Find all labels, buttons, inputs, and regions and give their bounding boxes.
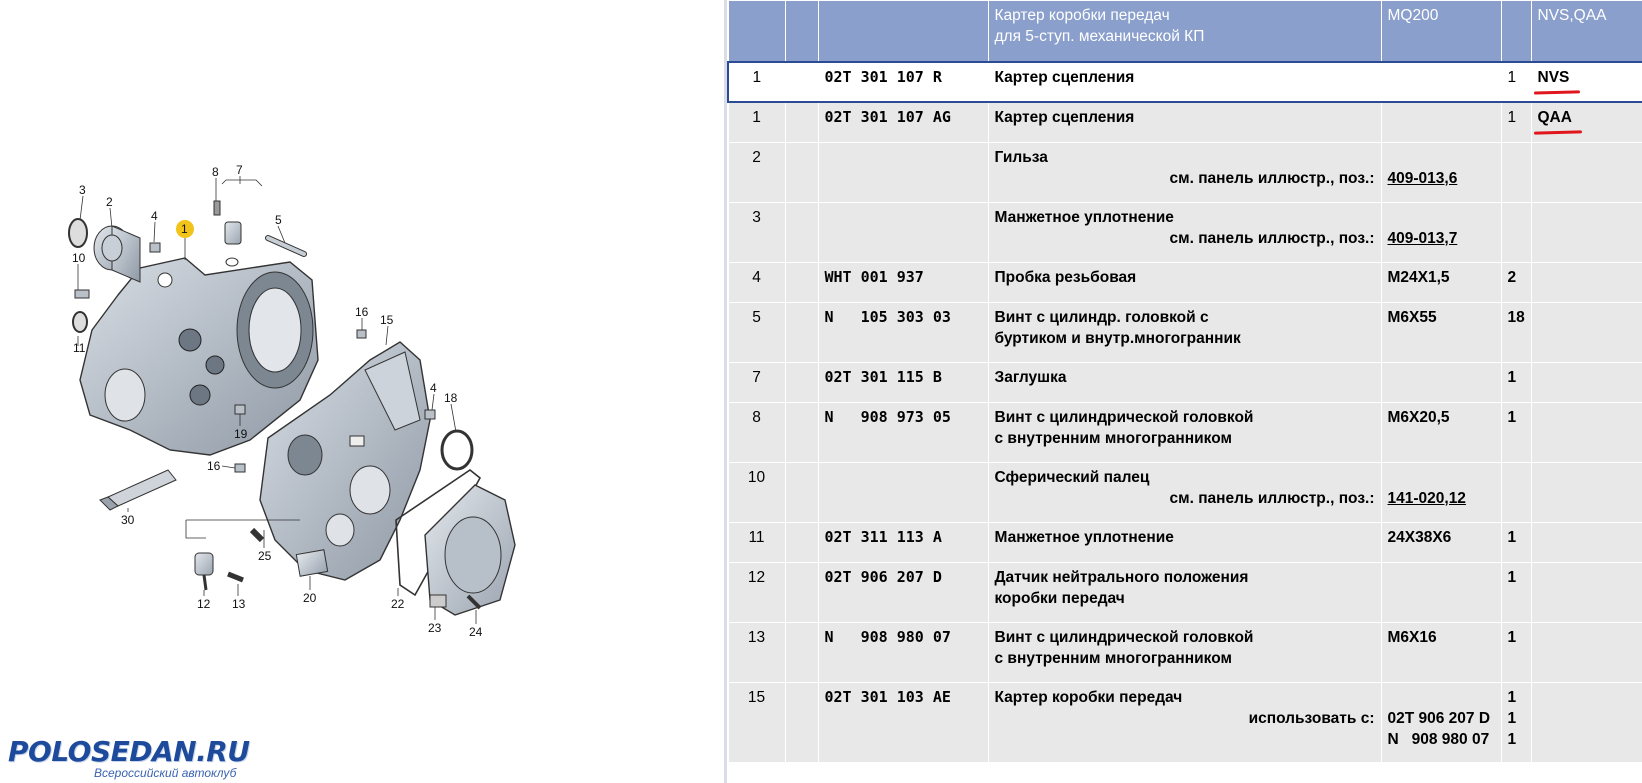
plug-19-illustration — [235, 405, 245, 414]
callout-18: 18 — [444, 391, 458, 405]
callout-16b: 16 — [207, 459, 221, 473]
exploded-parts-diagram — [0, 0, 725, 783]
row-part-number: 02T 301 107 AG — [818, 102, 988, 142]
row-name: Манжетное уплотнение — [994, 208, 1174, 226]
row-part-number: N 908 980 07 — [818, 622, 988, 682]
callout-25: 25 — [258, 549, 272, 563]
callout-5: 5 — [275, 213, 282, 227]
callout-30: 30 — [121, 513, 135, 527]
table-row[interactable] — [728, 302, 1642, 362]
seal-small-illustration — [73, 312, 87, 332]
row-name-line2: с внутренним многогранником — [994, 649, 1232, 667]
row-pos: 5 — [728, 302, 785, 362]
row-name-line2: коробки передач — [994, 589, 1125, 607]
row-name: Датчик нейтрального положения — [994, 568, 1249, 586]
table-row[interactable] — [728, 142, 1642, 202]
row-use-cell — [1381, 682, 1501, 762]
row-info: M24X1,5 — [1381, 262, 1501, 302]
row-name-cell — [988, 562, 1381, 622]
part-25-illustration — [252, 530, 262, 540]
row-info: 24X38X6 — [1381, 522, 1501, 562]
callout-19: 19 — [234, 427, 248, 441]
row-qty: 1 — [1501, 622, 1531, 682]
row-pos: 2 — [728, 142, 785, 202]
row-pos: 8 — [728, 402, 785, 462]
row-qty-cell — [1501, 682, 1531, 762]
plug-16-illustration — [235, 464, 245, 472]
row-name-cell — [988, 402, 1381, 462]
seal-ring-18-illustration — [442, 431, 472, 469]
table-header — [728, 1, 1642, 63]
plug-16b-illustration — [357, 330, 366, 338]
table-row[interactable] — [728, 462, 1642, 522]
row-part-number: 02T 301 103 AE — [818, 682, 988, 762]
row-pos: 4 — [728, 262, 785, 302]
row-qty: 1 — [1501, 62, 1531, 102]
row-part-number: 02T 301 107 R — [818, 62, 988, 102]
row-info — [1381, 62, 1501, 102]
row-pos: 7 — [728, 362, 785, 402]
row-name-cell — [988, 622, 1381, 682]
row-ref-label: см. панель иллюстр., поз.: — [1169, 489, 1375, 507]
row-model — [1531, 62, 1642, 102]
row-name-line2: с внутренним многогранником — [994, 429, 1232, 447]
callout-13: 13 — [232, 597, 246, 611]
callout-20: 20 — [303, 591, 317, 605]
table-row[interactable] — [728, 262, 1642, 302]
header-models: NVS,QAA — [1531, 1, 1642, 63]
row-qty: 18 — [1501, 302, 1531, 362]
row-ref-label: см. панель иллюстр., поз.: — [1169, 229, 1375, 247]
row-qty-2: 1 — [1507, 709, 1517, 727]
row-name-line2: буртиком и внутр.многогранник — [994, 329, 1241, 347]
row-info: M6X55 — [1381, 302, 1501, 362]
callout-2: 2 — [106, 195, 113, 209]
model-code-underlined: QAA — [1537, 109, 1572, 126]
row-name: Винт с цилиндрической головкой — [994, 628, 1254, 646]
row-name-cell — [988, 142, 1381, 202]
row-part-number: N 908 973 05 — [818, 402, 988, 462]
row-pos: 15 — [728, 682, 785, 762]
callout-1: 1 — [181, 222, 188, 236]
callout-7: 7 — [236, 163, 243, 177]
callout-10: 10 — [72, 251, 86, 265]
row-ref-cell — [1381, 142, 1501, 202]
callout-12: 12 — [197, 597, 211, 611]
header-title — [988, 1, 1381, 63]
row-pos: 12 — [728, 562, 785, 622]
row-name: Сферический палец — [994, 468, 1150, 486]
row-info: M6X20,5 — [1381, 402, 1501, 462]
table-row[interactable] — [728, 402, 1642, 462]
callout-22: 22 — [391, 597, 405, 611]
seal-ring-illustration — [69, 219, 87, 247]
parts-table-panel — [727, 0, 1642, 783]
neutral-sensor-illustration — [195, 553, 213, 590]
row-qty: 1 — [1507, 688, 1517, 706]
sealant-tube-illustration — [100, 470, 176, 510]
row-part-number: 02T 906 207 D — [818, 562, 988, 622]
table-row[interactable] — [728, 562, 1642, 622]
table-row[interactable] — [728, 202, 1642, 262]
bracket-20-illustration — [296, 550, 327, 577]
row-name: Картер сцепления — [988, 62, 1381, 102]
callout-23: 23 — [428, 621, 442, 635]
illustration-ref-link[interactable]: 409-013,6 — [1387, 169, 1458, 187]
row-qty: 1 — [1501, 402, 1531, 462]
table-row-selected[interactable] — [728, 62, 1642, 102]
row-pos: 3 — [728, 202, 785, 262]
header-title-line2: для 5-ступ. механической КП — [994, 28, 1205, 45]
row-part-number: N 105 303 03 — [818, 302, 988, 362]
row-qty: 1 — [1501, 522, 1531, 562]
table-row[interactable] — [728, 362, 1642, 402]
callout-24: 24 — [469, 625, 483, 639]
row-ref-cell — [1381, 462, 1501, 522]
plug-4b-illustration — [425, 410, 435, 419]
row-qty-3: 1 — [1507, 730, 1517, 748]
row-ref-cell — [1381, 202, 1501, 262]
plug-illustration — [150, 243, 160, 252]
table-row[interactable] — [728, 522, 1642, 562]
illustration-ref-link[interactable]: 141-020,12 — [1387, 489, 1466, 507]
row-name-cell — [988, 462, 1381, 522]
row-ref-label: см. панель иллюстр., поз.: — [1169, 169, 1375, 187]
header-info: MQ200 — [1381, 1, 1501, 63]
callout-4b: 4 — [430, 381, 437, 395]
site-logo[interactable] — [8, 737, 308, 783]
logo-tagline: Всероссийский автоклуб — [94, 766, 237, 780]
header-qty — [1501, 1, 1531, 63]
row-pos: 1 — [728, 102, 785, 142]
header-blank — [785, 1, 818, 63]
parts-table — [727, 0, 1642, 763]
row-pos: 1 — [728, 62, 785, 102]
row-name: Заглушка — [988, 362, 1381, 402]
row-part-number: 02T 311 113 A — [818, 522, 988, 562]
row-name: Пробка резьбовая — [988, 262, 1381, 302]
row-qty: 1 — [1501, 362, 1531, 402]
sleeve-illustration — [94, 226, 140, 282]
row-qty: 1 — [1501, 562, 1531, 622]
callout-16: 16 — [355, 305, 369, 319]
row-pos: 11 — [728, 522, 785, 562]
row-name: Картер сцепления — [988, 102, 1381, 142]
row-name: Винт с цилиндр. головкой с — [994, 308, 1209, 326]
illustration-ref-link[interactable]: 409-013,7 — [1387, 229, 1458, 247]
table-row[interactable] — [728, 102, 1642, 142]
row-qty: 1 — [1501, 102, 1531, 142]
table-row[interactable] — [728, 682, 1642, 762]
header-pos — [728, 1, 785, 63]
use-with-part-2: N 908 980 07 — [1387, 730, 1490, 748]
clutch-housing-illustration — [80, 258, 318, 455]
header-part — [818, 1, 988, 63]
row-model — [1531, 102, 1642, 142]
row-part-number: 02T 301 115 B — [818, 362, 988, 402]
row-name-cell — [988, 682, 1381, 762]
table-row[interactable] — [728, 622, 1642, 682]
row-name-cell — [988, 302, 1381, 362]
header-title-line1: Картер коробки передач — [994, 7, 1170, 24]
callout-8: 8 — [212, 165, 219, 179]
row-qty: 2 — [1501, 262, 1531, 302]
row-part-number: WHT 001 937 — [818, 262, 988, 302]
row-name: Манжетное уплотнение — [988, 522, 1381, 562]
row-name: Гильза — [994, 148, 1048, 166]
logo-brand: POLOSEDAN.RU — [8, 735, 250, 768]
use-with-part-1: 02T 906 207 D — [1387, 709, 1491, 727]
row-use-label: использовать с: — [1248, 709, 1375, 727]
callout-11: 11 — [73, 341, 86, 355]
bolt-illustration — [268, 238, 304, 254]
row-name: Картер коробки передач — [994, 688, 1183, 706]
callout-15: 15 — [380, 313, 394, 327]
callout-3: 3 — [79, 183, 86, 197]
row-name-cell — [988, 202, 1381, 262]
model-code-underlined: NVS — [1537, 69, 1570, 86]
callout-4: 4 — [151, 209, 158, 223]
row-pos: 13 — [728, 622, 785, 682]
row-name: Винт с цилиндрической головкой — [994, 408, 1254, 426]
sensor-illustration — [214, 201, 241, 266]
row-pos: 10 — [728, 462, 785, 522]
ball-pin-illustration — [75, 290, 89, 298]
row-info: M6X16 — [1381, 622, 1501, 682]
screw-13-illustration — [228, 574, 243, 580]
